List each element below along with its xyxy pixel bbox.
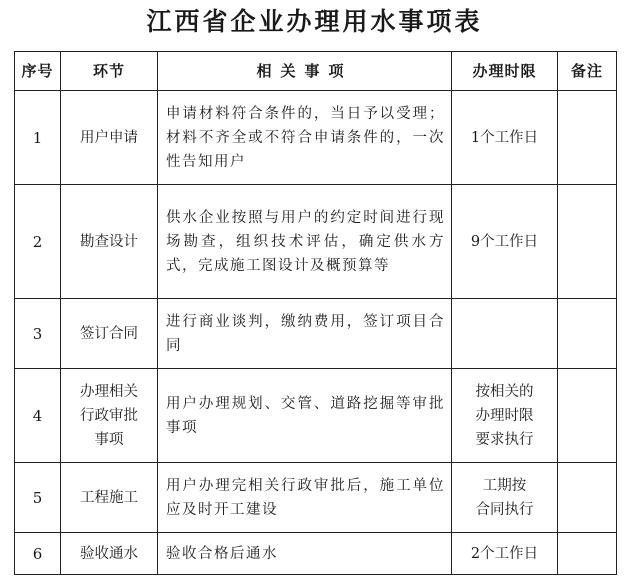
row-matter: 进行商业谈判，缴纳费用，签订项目合同: [158, 299, 452, 369]
row-limit-line: 办理时限: [475, 407, 534, 424]
row-matter: 验收合格后通水: [158, 533, 452, 575]
row-seq: 3: [15, 299, 61, 369]
row-note: [558, 91, 617, 185]
row-limit-line: 合同执行: [475, 501, 534, 518]
row-matter: 供水企业按照与用户的约定时间进行现场勘查，组织技术评估，确定供水方式，完成施工图设计及概预算等: [158, 185, 452, 299]
header-matter: 相关事项: [158, 52, 452, 91]
row-seq: 4: [15, 369, 61, 463]
table-header-row: [15, 52, 617, 91]
header-seq: 序号: [15, 52, 61, 91]
row-step: [61, 369, 158, 463]
table-row: [15, 91, 617, 185]
row-limit-line: 按相关的: [475, 383, 534, 400]
row-matter: 申请材料符合条件的，当日予以受理；材料不齐全或不符合申请条件的，一次性告知用户: [158, 91, 452, 185]
row-limit: [452, 463, 558, 533]
row-note: [558, 369, 617, 463]
row-limit: 9个工作日: [452, 185, 558, 299]
row-note: [558, 185, 617, 299]
row-limit: 2个工作日: [452, 533, 558, 575]
row-step: 工程施工: [61, 463, 158, 533]
row-limit: [452, 369, 558, 463]
table-row: [15, 533, 617, 575]
row-limit-line: 要求执行: [475, 431, 534, 448]
page-title: 江西省企业办理用水事项表: [146, 7, 483, 36]
row-seq: 1: [15, 91, 61, 185]
table-row: [15, 185, 617, 299]
row-seq: 6: [15, 533, 61, 575]
row-step: 签订合同: [61, 299, 158, 369]
header-step: 环节: [61, 52, 158, 91]
row-seq: 2: [15, 185, 61, 299]
row-matter: 用户办理规划、交管、道路挖掘等审批事项: [158, 369, 452, 463]
row-seq: 5: [15, 463, 61, 533]
table-row: [15, 463, 617, 533]
row-step: 勘查设计: [61, 185, 158, 299]
row-note: [558, 299, 617, 369]
header-limit: 办理时限: [452, 52, 558, 91]
table-row: [15, 299, 617, 369]
row-note: [558, 463, 617, 533]
header-note: 备注: [558, 52, 617, 91]
row-step-line: 办理相关: [80, 383, 138, 400]
row-matter: 用户办理完相关行政审批后，施工单位应及时开工建设: [158, 463, 452, 533]
row-step: 验收通水: [61, 533, 158, 575]
row-limit-line: 工期按: [482, 477, 527, 494]
row-step: 用户申请: [61, 91, 158, 185]
row-note: [558, 533, 617, 575]
row-step-line: 行政审批: [80, 407, 138, 424]
table-row: [15, 369, 617, 463]
row-step-line: 事项: [94, 431, 124, 448]
water-service-table: [14, 51, 617, 575]
row-limit: [452, 299, 558, 369]
row-limit: 1个工作日: [452, 91, 558, 185]
